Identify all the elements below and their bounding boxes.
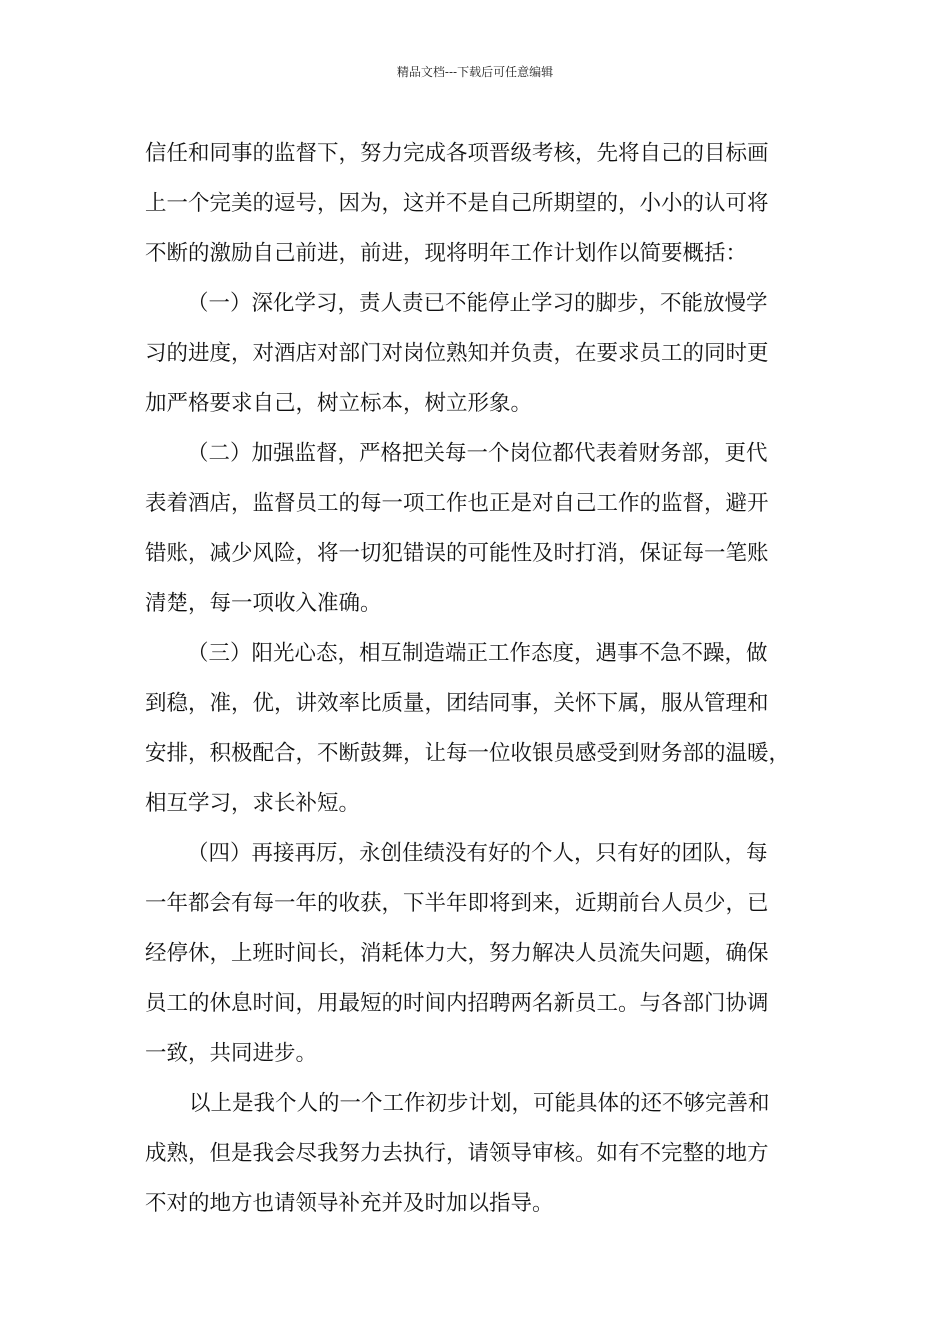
- text-line: 一致，共同进步。: [145, 1041, 318, 1066]
- text-line: （一）深化学习，责人责已不能停止学习的脚步，不能放慢学: [187, 291, 768, 316]
- text-line: 一年都会有每一年的收获，下半年即将到来，近期前台人员少，已: [145, 891, 769, 916]
- text-line: 信任和同事的监督下，努力完成各项晋级考核，先将自己的目标画: [145, 141, 769, 166]
- text-line: （四）再接再厉，永创佳绩没有好的个人，只有好的团队，每: [187, 841, 768, 866]
- text-line: 习的进度，对酒店对部门对岗位熟知并负责，在要求员工的同时更: [145, 341, 769, 366]
- text-line: 员工的休息时间，用最短的时间内招聘两名新员工。与各部门协调: [145, 991, 769, 1016]
- text-line: 不断的激励自己前进，前进，现将明年工作计划作以简要概括：: [145, 241, 748, 266]
- text-line: 成熟，但是我会尽我努力去执行，请领导审核。如有不完整的地方: [145, 1141, 769, 1166]
- text-line: （三）阳光心态，相互制造端正工作态度，遇事不急不躁，做: [187, 641, 768, 666]
- page-header: 精品文档---下载后可任意编辑: [396, 65, 554, 79]
- text-line: 以上是我个人的一个工作初步计划，可能具体的还不够完善和: [189, 1091, 770, 1116]
- text-line: 安排，积极配合，不断鼓舞，让每一位收银员感受到财务部的温暖，: [145, 741, 791, 766]
- text-line: 表着酒店，监督员工的每一项工作也正是对自己工作的监督，避开: [145, 491, 769, 516]
- text-line: 错账，减少风险，将一切犯错误的可能性及时打消，保证每一笔账: [145, 541, 769, 566]
- text-line: （二）加强监督，严格把关每一个岗位都代表着财务部，更代: [187, 441, 768, 466]
- text-line: 上一个完美的逗号，因为，这并不是自己所期望的，小小的认可将: [145, 191, 769, 216]
- text-line: 加严格要求自己，树立标本，树立形象。: [145, 391, 533, 416]
- text-line: 清楚，每一项收入准确。: [145, 591, 382, 616]
- text-line: 相互学习，求长补短。: [145, 791, 361, 816]
- text-line: 到稳，准，优，讲效率比质量，团结同事，关怀下属，服从管理和: [145, 691, 769, 716]
- document-body: [145, 129, 825, 1229]
- text-line: 经停休，上班时间长，消耗体力大，努力解决人员流失问题，确保: [145, 941, 769, 966]
- text-line: 不对的地方也请领导补充并及时加以指导。: [145, 1191, 554, 1216]
